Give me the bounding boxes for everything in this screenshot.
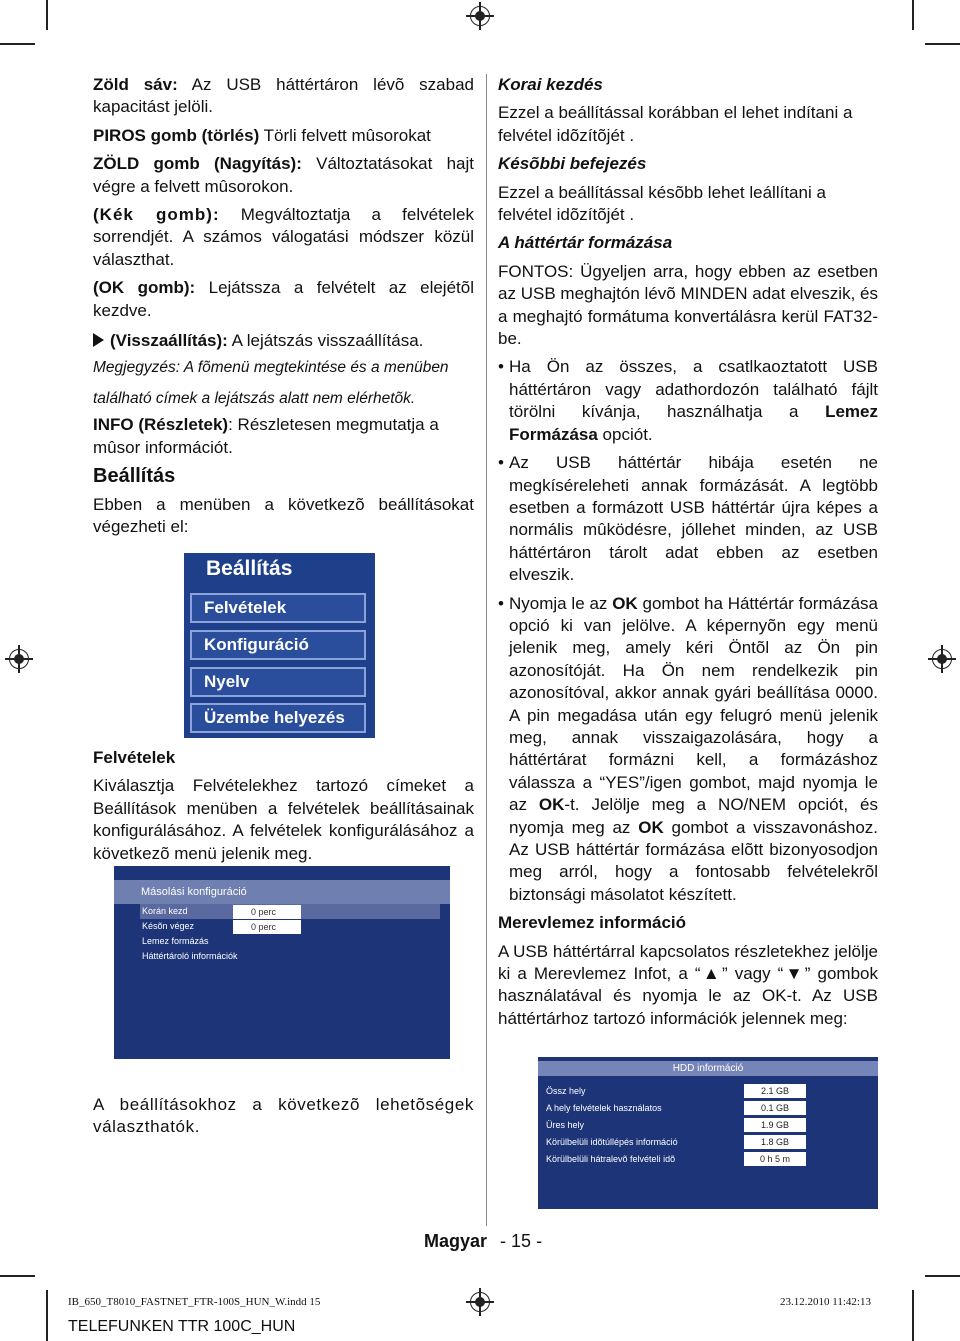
paragraph: Ebben a menüben a következõ beállításokat végezheti el: xyxy=(93,494,474,537)
menu-title: Másolási konfiguráció xyxy=(114,880,450,904)
row-label: Háttértároló információk xyxy=(142,951,238,961)
section-heading: Beállítás xyxy=(93,465,176,488)
option-heading: Merevlemez információ xyxy=(498,913,687,933)
paragraph: A beállításokhoz a következõ lehetõségek választhatók. xyxy=(93,1095,474,1137)
term-text: Változtatásokat hajt végre a felvett mûsorokon. xyxy=(93,154,474,196)
row-value: 2.1 GB xyxy=(744,1084,806,1098)
print-slug-date: 23.12.2010 11:42:13 xyxy=(780,1296,871,1308)
option-heading: A háttértár formázása xyxy=(498,233,673,253)
row-label: Korán kezd xyxy=(142,906,188,916)
crop-mark xyxy=(46,1290,48,1341)
menu-item: Nyelv xyxy=(190,667,366,697)
crop-mark xyxy=(0,1275,35,1277)
hdd-info-screenshot xyxy=(538,1057,878,1209)
crop-mark xyxy=(912,1290,914,1341)
row-label: Lemez formázás xyxy=(142,936,209,946)
menu-row xyxy=(140,934,440,949)
crop-mark xyxy=(0,43,35,45)
paragraph: FONTOS: Ügyeljen arra, hogy ebben az esetben az USB meghajtón lévõ MINDEN adat elveszik, és a meghajtó formátuma konvertálásra kerül FAT32-be. xyxy=(498,261,878,349)
menu-row xyxy=(544,1083,874,1099)
paragraph xyxy=(93,330,474,352)
row-label: Késõn végez xyxy=(142,921,195,931)
paragraph: Kiválasztja Felvételekhez tartozó címeket a Beállítások menüben a felvételek beállításainak konfigurálásához. A felvételek konfigurálásához a következõ menü jelenik meg. xyxy=(93,776,474,863)
menu-row xyxy=(140,949,440,964)
crop-mark xyxy=(925,1275,960,1277)
menu-title: Beállítás xyxy=(206,557,293,580)
paragraph: Ezzel a beállítással késõbb lehet leállítani a felvétel idõzítõjét . xyxy=(498,182,826,225)
paragraph xyxy=(93,277,474,322)
menu-row xyxy=(544,1151,874,1167)
paragraph xyxy=(93,153,474,198)
row-label: A hely felvételek használatos xyxy=(546,1103,662,1113)
row-value: 1.8 GB xyxy=(744,1135,806,1149)
menu-row xyxy=(140,919,440,934)
row-value: 0 h 5 m xyxy=(744,1152,806,1166)
menu-item: Üzembe helyezés xyxy=(190,703,366,733)
paragraph xyxy=(93,414,474,459)
term-label: Zöld sáv: xyxy=(93,75,178,94)
row-label: Körülbelüli idõtúllépés információ xyxy=(546,1137,678,1147)
column-divider xyxy=(486,74,487,1226)
menu-row xyxy=(544,1134,874,1150)
list-item: • Nyomja le az OK gombot ha Háttértár formázása opció ki van jelölve. A képernyõn egy menü jelenik meg, amely kéri Öntõl az Ön pin azonosítóját. Ha Ön nem rendelkezik pin azonosítóval, akkor annak gyári beállítása 0000. A pin megadása után egy felugró menü jelenik meg, annak visszaigazolására, hogy a háttértárat formázni kell, a formázáshoz válassza a “YES”/igen gombot, majd nyomja le az OK-t. Jelölje meg a NO/NEM opciót, és nyomja meg az OK gombot a visszavonáshoz. Az USB háttértár formázása elõtt bizonyosodjon meg arról, hogy a fontosabb felvételekrõl biztonsági másolatot készített. xyxy=(498,593,878,907)
crop-mark xyxy=(912,0,914,30)
note: Megjegyzés: A fõmenü megtekintése és a menüben található címek a lejátszás alatt nem elérhetõk. xyxy=(93,359,449,408)
paragraph: A USB háttértárral kapcsolatos részletekhez jelölje ki a Merevlemez Infot, a “▲” vagy “▼” gombok használatával és nyomja le az OK-t. Az USB háttértárhoz tartozó információk jelennek meg: xyxy=(498,941,878,1028)
paragraph xyxy=(93,204,474,271)
term-text: Törli felvett mûsorokat xyxy=(259,125,431,145)
menu-row xyxy=(544,1117,874,1133)
settings-menu-screenshot xyxy=(184,553,375,738)
term-text: : Részletesen megmutatja a mûsor információt. xyxy=(93,415,439,457)
option-heading: Késõbbi befejezés xyxy=(498,154,647,174)
page-footer xyxy=(424,1231,542,1252)
row-label: Üres hely xyxy=(546,1120,585,1130)
term-label: ZÖLD gomb (Nagyítás): xyxy=(93,154,302,174)
print-slug-file: IB_650_T8010_FASTNET_FTR-100S_HUN_W.indd 15 xyxy=(68,1296,321,1308)
paragraph xyxy=(93,125,474,147)
term-label: (OK gomb): xyxy=(93,278,196,298)
row-value: 0.1 GB xyxy=(744,1101,806,1115)
bullet-list xyxy=(498,356,878,906)
term-label: INFO (Részletek) xyxy=(93,415,229,435)
left-column-lower xyxy=(93,747,474,865)
term-text: Lejátssza a felvételt az elejétõl kezdve. xyxy=(93,278,474,320)
list-item: • Az USB háttértár hibája esetén ne megkíséreleheti annak formázását. A legtöbb esetben a formázott USB háttértár újra képes a normális mûködésre, jóllehet minden, az USB háttértáron tárolt adat ebben az esetben elveszik. xyxy=(498,452,878,586)
recording-config-screenshot xyxy=(114,866,450,1059)
list-item: • Ha Ön az összes, a csatlkaoztatott USB háttértáron vagy adathordozón található fájlt törölni kívánja, használhatja a Lemez Formázása opciót. xyxy=(498,356,878,446)
registration-mark-icon xyxy=(470,1292,490,1312)
row-value: 1.9 GB xyxy=(744,1118,806,1132)
product-code: TELEFUNKEN TTR 100C_HUN xyxy=(68,1318,296,1335)
term-text: Az USB háttértáron lévõ szabad kapacitást jelöli. xyxy=(93,75,475,117)
row-label: Össz hely xyxy=(546,1086,586,1096)
registration-mark-icon xyxy=(932,649,952,669)
menu-item: Konfiguráció xyxy=(190,630,366,660)
sub-heading: Felvételek xyxy=(93,748,176,767)
registration-mark-icon xyxy=(470,6,490,26)
row-value: 0 perc xyxy=(233,920,301,934)
crop-mark xyxy=(925,43,960,45)
paragraph xyxy=(93,74,474,119)
row-label: Körülbelüli hátralevõ felvételi idõ xyxy=(546,1154,676,1164)
term-label: (Kék gomb): xyxy=(93,205,220,225)
row-value: 0 perc xyxy=(233,905,301,919)
paragraph: Ezzel a beállítással korábban el lehet indítani a felvétel idõzítõjét . xyxy=(498,103,853,145)
term-label: PIROS gomb (törlés) xyxy=(93,125,260,145)
left-column xyxy=(93,74,474,539)
term-label: (Visszaállítás): xyxy=(110,331,228,351)
page-number: - 15 - xyxy=(500,1231,543,1251)
menu-row xyxy=(140,904,440,919)
term-text: Megváltoztatja a felvételek sorrendjét. A számos válogatási módszer közül választhat. xyxy=(93,205,474,269)
option-heading: Korai kezdés xyxy=(498,75,603,94)
left-column-bottom xyxy=(93,1094,474,1139)
term-text: A lejátszás visszaállítása. xyxy=(227,331,424,351)
crop-mark xyxy=(46,0,48,30)
menu-title: HDD információ xyxy=(538,1061,878,1076)
registration-mark-icon xyxy=(9,649,29,669)
right-column xyxy=(498,74,878,1030)
footer-language: Magyar xyxy=(424,1231,488,1251)
menu-item: Felvételek xyxy=(190,593,366,623)
menu-row xyxy=(544,1100,874,1116)
play-triangle-icon xyxy=(93,333,104,347)
